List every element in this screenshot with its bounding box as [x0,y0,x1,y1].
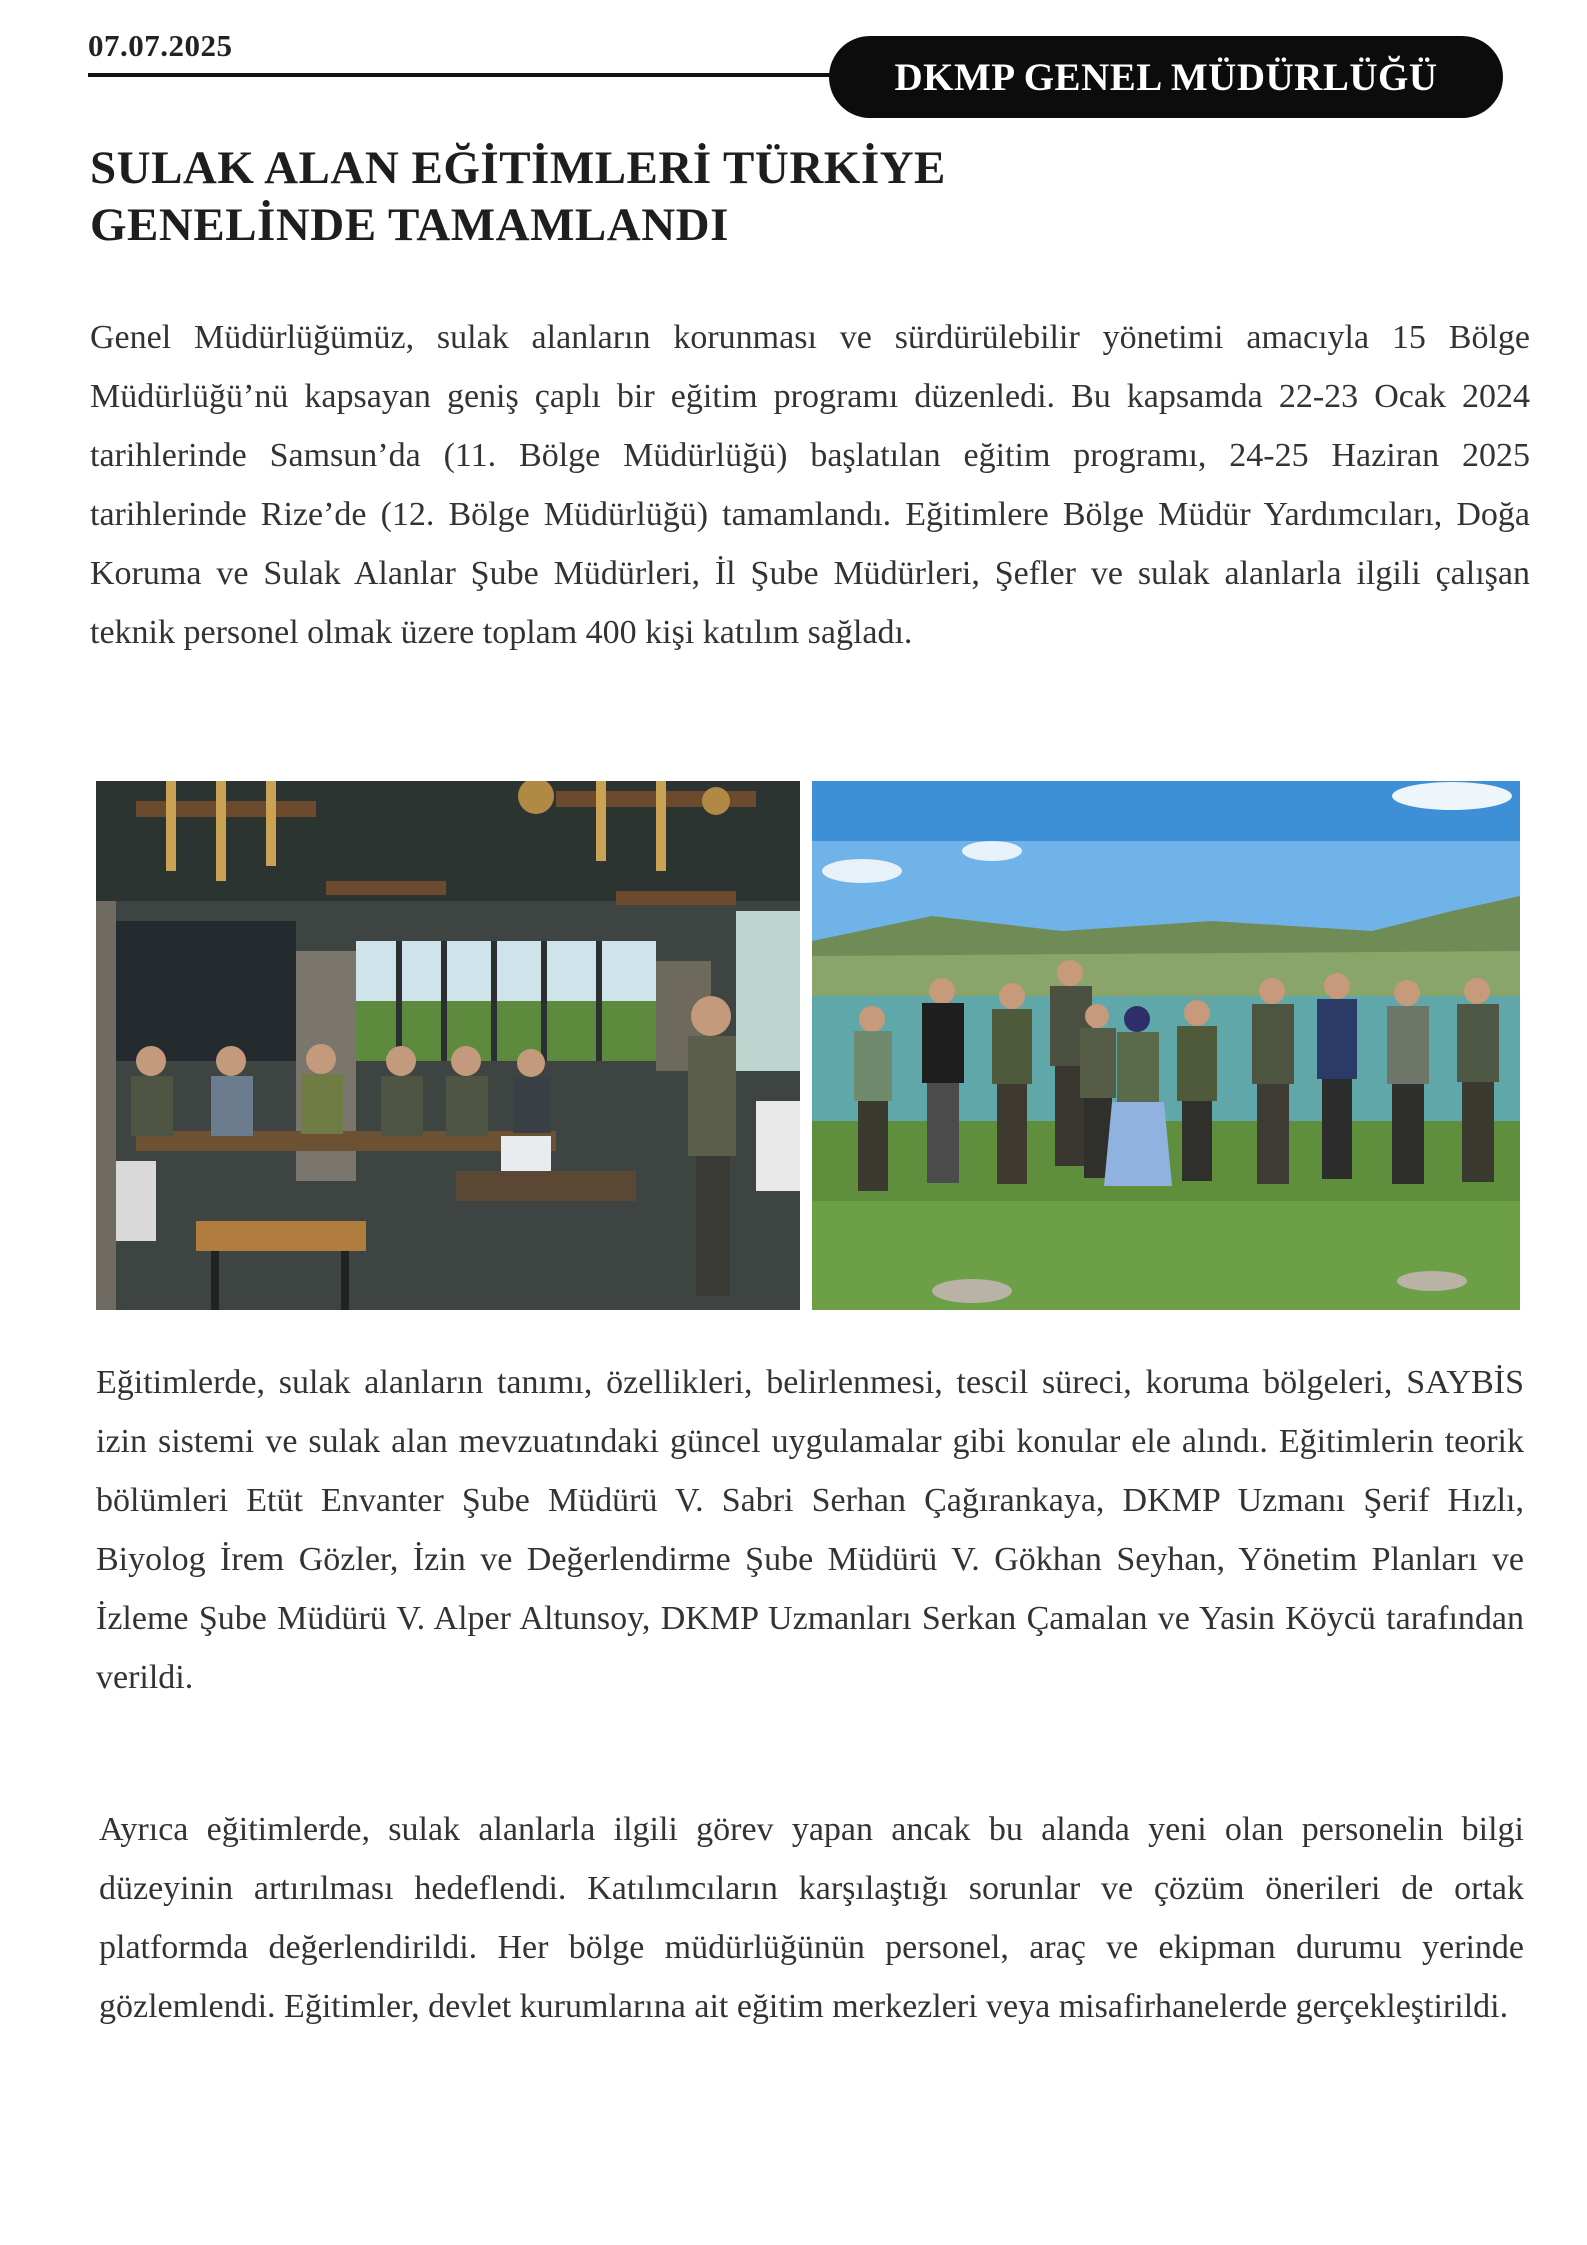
group-field-photo [812,781,1520,1310]
headline-line-1: SULAK ALAN EĞİTİMLERİ TÜRKİYE [90,142,946,194]
publication-date: 07.07.2025 [88,28,233,63]
article-paragraph-3: Ayrıca eğitimlerde, sulak alanlarla ilgili görev yapan ancak bu alanda yeni olan personelin bilgi düzeyinin artırılması hedeflendi. Katılımcıların karşılaştığı sorunlar ve çözüm önerileri de ortak platformda değerlendirildi. Her bölge müdürlüğünün personel, araç ve ekipman durumu yerinde gözlemlendi. Eğitimler, devlet kurumlarına ait eğitim merkezleri veya misafirhanelerde gerçekleştirildi. [99,1811,1524,2025]
article-headline [90,140,1090,254]
article-paragraph-1: Genel Müdürlüğümüz, sulak alanların korunması ve sürdürülebilir yönetimi amacıyla 15 Bölge Müdürlüğü’nü kapsayan geniş çaplı bir eğitim programı düzenledi. Bu kapsamda 22-23 Ocak 2024 tarihlerinde Samsun’da (11. Bölge Müdürlüğü) başlatılan eğitim programı, 24-25 Haziran 2025 tarihlerinde Rize’de (12. Bölge Müdürlüğü) tamamlandı. Eğitimlere Bölge Müdür Yardımcıları, Doğa Koruma ve Sulak Alanlar Şube Müdürleri, İl Şube Müdürleri, Şefler ve sulak alanlarla ilgili çalışan teknik personel olmak üzere toplam 400 kişi katılım sağladı. [90,319,1530,651]
article-paragraph-2: Eğitimlerde, sulak alanların tanımı, özellikleri, belirlenmesi, tescil süreci, koruma bölgeleri, SAYBİS izin sistemi ve sulak alan mevzuatındaki güncel uygulamalar gibi konular ele alındı. Eğitimlerin teorik bölümleri Etüt Envanter Şube Müdürü V. Sabri Serhan Çağırankaya, DKMP Uzmanı Şerif Hızlı, Biyolog İrem Gözler, İzin ve Değerlendirme Şube Müdürü V. Gökhan Seyhan, Yönetim Planları ve İzleme Şube Müdürü V. Alper Altunsoy, DKMP Uzmanları Serkan Çamalan ve Yasin Köycü tarafından verildi. [96,1364,1524,1696]
training-room-photo [96,781,800,1310]
organization-badge: DKMP GENEL MÜDÜRLÜĞÜ [829,36,1503,118]
headline-line-2: GENELİNDE TAMAMLANDI [90,199,729,251]
